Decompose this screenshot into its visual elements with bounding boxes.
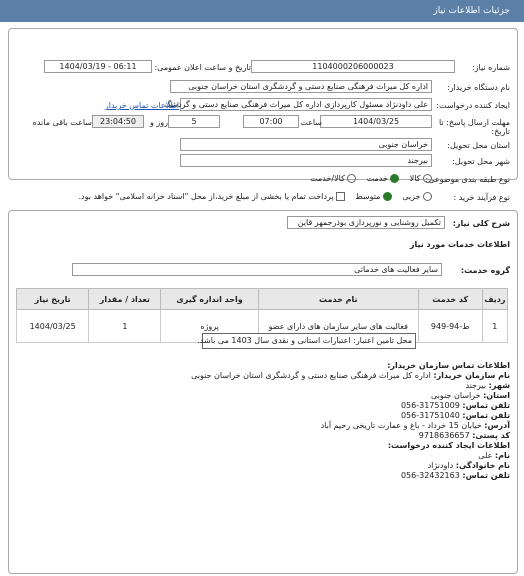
org-name-label: نام سازمان خریدار: [433,371,510,380]
phone2-label: تلفن تماس: [462,411,510,420]
process-minor-label: جزیی [402,192,421,201]
process-medium-label: متوسط [355,192,381,201]
province-label: استان محل تحویل: [447,141,510,150]
cell-qty: 1 [89,310,161,343]
col-qty: تعداد / مقدار [89,289,161,310]
cell-code: ط-94-949 [418,310,482,343]
category-label: نوع طبقه بندی موضوعی: [425,175,510,184]
col-date: تاریخ نیاز [17,289,89,310]
creator-label: ایجاد کننده درخواست: [436,101,510,110]
creator-phone-label: تلفن تماس: [462,471,510,480]
contact-city-value: بیرجند [465,381,487,390]
contact-title: اطلاعات تماس سازمان خریدار: [387,361,510,370]
lname-value: داودنژاد [427,461,454,470]
fname-label: نام: [494,451,510,460]
process-medium-radio[interactable] [383,192,392,201]
payment-note: پرداخت تمام یا بخشی از مبلغ خرید،از محل "اسناد خزانه اسلامی" خواهد بود. [78,192,334,201]
contact-province-value: خراسان جنوبی [431,391,481,400]
fname-value: علی [478,451,493,460]
address-label: آدرس: [484,421,510,430]
city-label: شهر محل تحویل: [452,157,510,166]
announce-label: تاریخ و ساعت اعلان عمومی: [154,63,251,72]
postal-label: کد پستی: [472,431,510,440]
phone2-value: 056-31751040 [400,411,460,420]
creator-info-title: اطلاعات ایجاد کننده درخواست: [387,441,510,450]
category-service-radio[interactable] [390,174,399,183]
contact-province-label: استان: [483,391,510,400]
creator-field[interactable]: علی داودنژاد مسئول کارپردازی اداره کل میراث فرهنگی صنایع دستی و گردشگ [180,98,432,111]
cell-row: 1 [482,310,507,343]
summary-label: شرح کلی نیاز: [452,219,510,228]
buyer-label: نام دستگاه خریدار: [447,83,510,92]
need-number-label: شماره نیاز: [472,63,510,72]
payment-checkbox[interactable] [336,192,345,201]
deadline-label: مهلت ارسال پاسخ: تا تاریخ: [438,118,510,136]
deadline-time-field[interactable]: 07:00 [243,115,299,128]
col-row: ردیف [482,289,507,310]
category-both-label: کالا/خدمت [310,174,345,183]
services-title: اطلاعات خدمات مورد نیاز [409,240,510,249]
time-label: ساعت [300,118,322,127]
col-code: کد خدمت [418,289,482,310]
buyer-contact-link[interactable]: اطلاعات تماس خریدار [104,101,179,110]
org-name-value: اداره کل میراث فرهنگی صنایع دستی و گردشگری استان خراسان جنوبی [191,371,431,380]
category-goods-radio[interactable] [423,174,432,183]
process-minor-radio[interactable] [423,192,432,201]
category-both-radio[interactable] [347,174,356,183]
table-header-row [17,289,508,310]
contact-section [20,361,510,481]
remaining-time-field: 23:04:50 [92,115,144,128]
category-goods-label: کالا [409,174,421,183]
address-value: خیابان 15 خرداد - باغ و عمارت تاریخی رحیم آباد [320,421,482,430]
page-header [0,0,524,22]
summary-field[interactable]: تکمیل روشنایی و نورپردازی بوذرجمهر قاین [287,216,445,229]
category-service-label: خدمت [366,174,388,183]
process-label: نوع فرآیند خرید : [453,193,510,202]
days-label: روز و [150,118,168,127]
province-field[interactable]: خراسان جنوبی [180,138,432,151]
group-label: گروه خدمت: [460,266,510,275]
group-field[interactable]: سایر فعالیت های خدماتی [72,263,442,276]
postal-value: 9718636657 [418,431,470,440]
remaining-label: ساعت باقی مانده [32,118,92,127]
need-number-field[interactable]: 1104000206000023 [251,60,455,73]
page-title: جزئیات اطلاعات نیاز [433,6,510,16]
city-field[interactable]: بیرجند [180,154,432,167]
days-field[interactable]: 5 [168,115,220,128]
col-name: نام خدمت [258,289,418,310]
cell-name: فعالیت های سایر سازمان های دارای عضو [258,310,418,343]
cell-date: 1404/03/25 [17,310,89,343]
phone-label: تلفن تماس: [462,401,510,410]
lname-label: نام خانوادگی: [455,461,510,470]
announce-field[interactable]: 1404/03/19 - 06:11 [44,60,152,73]
process-radio-group [78,192,432,201]
buyer-field[interactable]: اداره کل میراث فرهنگی صنایع دستی و گردشگری استان خراسان جنوبی [170,80,432,93]
col-unit: واحد اندازه گیری [161,289,258,310]
phone-value: 056-31751009 [400,401,460,410]
deadline-date-field[interactable]: 1404/03/25 [320,115,432,128]
funding-note: محل تامین اعتبار: اعتبارات استانی و نقدی سال 1403 می باشد. [202,333,416,349]
category-radio-group [310,174,432,183]
contact-city-label: شهر: [488,381,510,390]
cell-unit: پروژه [161,310,258,343]
creator-phone-value: 056-32432163 [400,471,460,480]
